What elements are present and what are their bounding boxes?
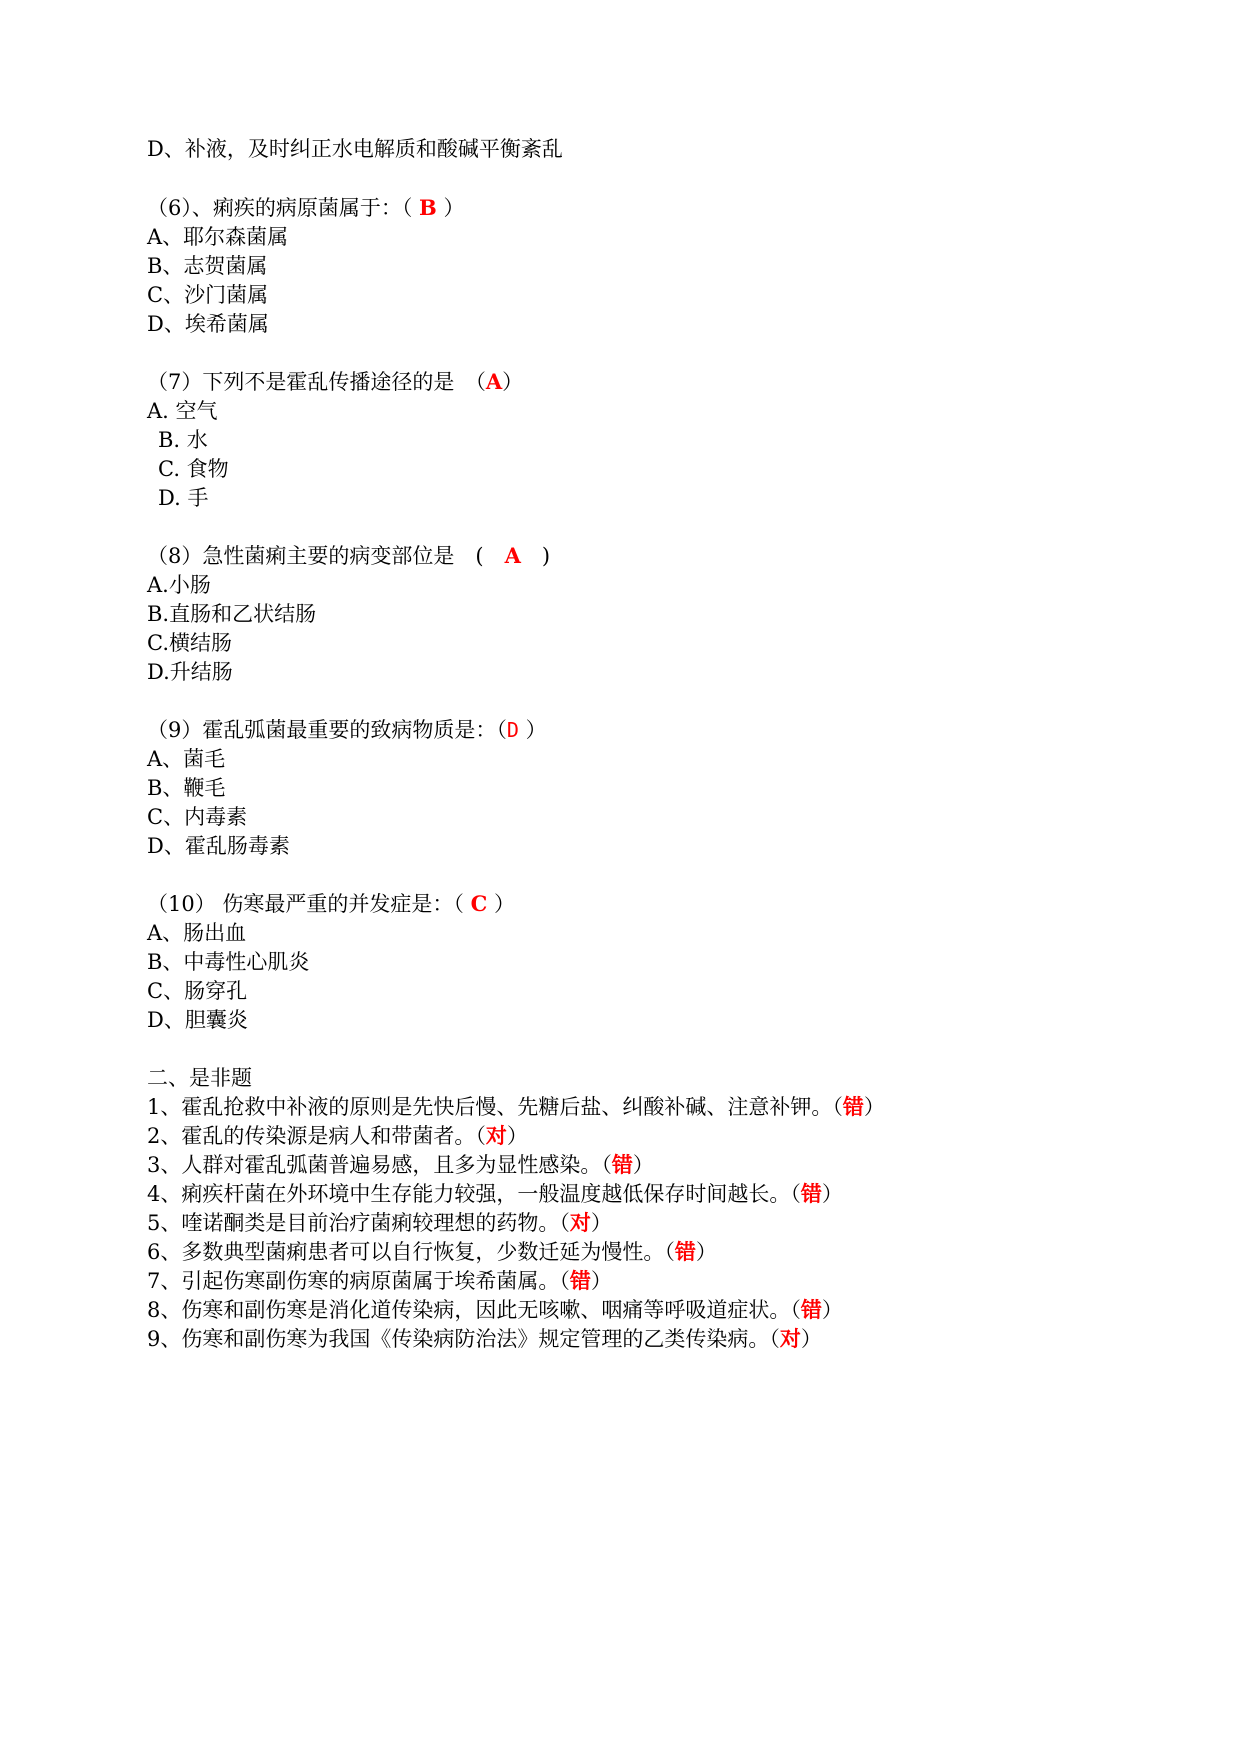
option: B.直肠和乙状结肠 <box>147 602 317 626</box>
answer-mark: B <box>419 195 437 220</box>
tf-item <box>147 1121 528 1151</box>
option: B、中毒性心肌炎 <box>147 950 310 974</box>
leading-option: D、补液，及时纠正水电解质和酸碱平衡紊乱 <box>147 137 563 161</box>
option: C、沙门菌属 <box>147 283 269 307</box>
question-close: ） <box>436 196 465 220</box>
tf-statement: 7、引起伤寒副伤寒的病原菌属于埃希菌属。（ <box>147 1269 570 1293</box>
option: C. 食物 <box>158 457 229 481</box>
tf-statement: 1、霍乱抢救中补液的原则是先快后慢、先糖后盐、纠酸补碱、注意补钾。（ <box>147 1095 843 1119</box>
option: B、志贺菌属 <box>147 254 268 278</box>
tf-item <box>147 1295 843 1325</box>
option: A、肠出血 <box>147 921 247 945</box>
option: D、霍乱肠毒素 <box>147 834 290 858</box>
question-text: （8）急性菌痢主要的病变部位是 ( <box>147 544 505 568</box>
answer-mark: A <box>485 369 503 394</box>
tf-answer: 错 <box>674 1239 696 1264</box>
tf-answer: 错 <box>800 1297 822 1322</box>
tf-item <box>147 1179 843 1209</box>
question-close: ） <box>518 718 547 742</box>
question-text: （10） 伤寒最严重的并发症是：（ <box>147 892 471 916</box>
tf-close: ） <box>863 1095 885 1119</box>
tf-item <box>147 1324 822 1354</box>
tf-close: ） <box>695 1240 717 1264</box>
option: A、菌毛 <box>147 747 226 771</box>
question-6 <box>147 193 464 223</box>
option: B. 水 <box>158 428 208 452</box>
tf-statement: 5、喹诺酮类是目前治疗菌痢较理想的药物。（ <box>147 1211 570 1235</box>
tf-close: ） <box>506 1124 528 1148</box>
option: D、埃希菌属 <box>147 312 269 336</box>
tf-close: ） <box>590 1269 612 1293</box>
tf-item <box>147 1092 885 1122</box>
tf-item <box>147 1237 717 1267</box>
question-text: （9）霍乱弧菌最重要的致病物质是：（ <box>147 718 507 742</box>
tf-item <box>147 1208 612 1238</box>
option: C、肠穿孔 <box>147 979 248 1003</box>
tf-answer: 错 <box>611 1152 633 1177</box>
question-close: ） <box>487 892 515 916</box>
tf-answer: 对 <box>485 1123 507 1148</box>
tf-answer: 错 <box>800 1181 822 1206</box>
option: B、鞭毛 <box>147 776 226 800</box>
tf-item <box>147 1150 654 1180</box>
tf-statement: 9、伤寒和副伤寒为我国《传染病防治法》规定管理的乙类传染病。（ <box>147 1327 780 1351</box>
tf-close: ） <box>632 1153 654 1177</box>
tf-statement: 6、多数典型菌痢患者可以自行恢复，少数迁延为慢性。（ <box>147 1240 675 1264</box>
question-10 <box>147 889 515 919</box>
tf-close: ） <box>800 1327 822 1351</box>
tf-close: ） <box>821 1182 843 1206</box>
option: A.小肠 <box>147 573 211 597</box>
option: C.横结肠 <box>147 631 232 655</box>
tf-close: ） <box>590 1211 612 1235</box>
tf-close: ） <box>821 1298 843 1322</box>
option: A、耶尔森菌属 <box>147 225 289 249</box>
tf-answer: 错 <box>569 1268 591 1293</box>
tf-statement: 2、霍乱的传染源是病人和带菌者。（ <box>147 1124 486 1148</box>
tf-statement: 8、伤寒和副伤寒是消化道传染病，因此无咳嗽、咽痛等呼吸道症状。（ <box>147 1298 801 1322</box>
option: D.升结肠 <box>147 660 233 684</box>
tf-statement: 4、痢疾杆菌在外环境中生存能力较强，一般温度越低保存时间越长。（ <box>147 1182 801 1206</box>
answer-mark: A <box>504 543 521 568</box>
question-9 <box>147 715 547 745</box>
question-7 <box>147 367 523 397</box>
question-close: ) <box>520 544 551 568</box>
tf-answer: 对 <box>569 1210 591 1235</box>
question-text: （6）、痢疾的病原菌属于：（ <box>147 196 420 220</box>
option: D. 手 <box>158 486 209 510</box>
tf-answer: 错 <box>842 1094 864 1119</box>
question-8 <box>147 541 550 571</box>
answer-mark: D <box>506 718 519 742</box>
section-heading: 二、是非题 <box>147 1066 252 1090</box>
option: A. 空气 <box>147 399 218 423</box>
tf-statement: 3、人群对霍乱弧菌普遍易感，且多为显性感染。（ <box>147 1153 612 1177</box>
question-text: （7）下列不是霍乱传播途径的是 （ <box>147 370 486 394</box>
tf-answer: 对 <box>779 1326 801 1351</box>
question-close: ） <box>502 370 524 394</box>
tf-item <box>147 1266 612 1296</box>
answer-mark: C <box>470 891 488 916</box>
option: C、内毒素 <box>147 805 248 829</box>
option: D、胆囊炎 <box>147 1008 248 1032</box>
